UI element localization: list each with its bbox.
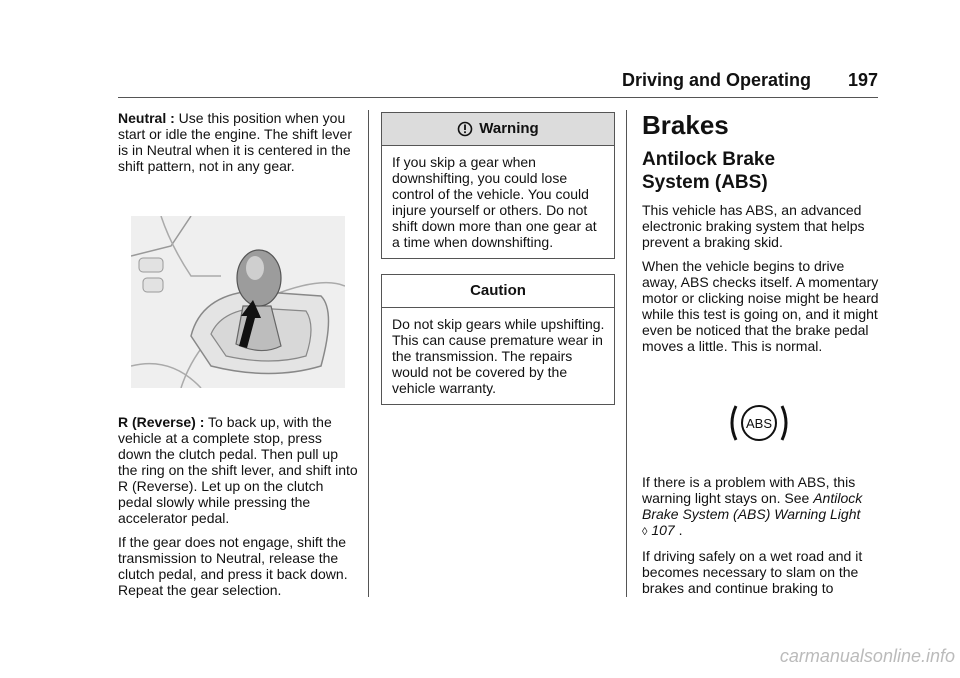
- caution-body: Do not skip gears while upshifting. This can cause premature wear in the transmission. The repairs would not be covered by the vehicle warranty.: [392, 316, 605, 396]
- reverse-section: [118, 414, 358, 606]
- abs-icon: [726, 398, 792, 448]
- watermark: carmanualsonline.info: [779, 646, 955, 666]
- abs-problem-end: .: [674, 522, 683, 538]
- abs-warning-symbol: [726, 398, 792, 448]
- shift-lever-drawing: [131, 216, 345, 388]
- warning-title: Warning: [479, 120, 539, 137]
- warning-body: If you skip a gear when downshifting, you could lose control of the vehicle. You could injure yourself or others. Do not shift down more than one gear at a time when downshifting.: [392, 154, 597, 250]
- abs-problem-section: [642, 474, 882, 604]
- brakes-heading: Brakes: [642, 110, 729, 140]
- caution-title: Caution: [470, 282, 526, 299]
- abs-intro-text: This vehicle has ABS, an advanced electronic braking system that helps prevent a braking skid.: [642, 202, 865, 250]
- page-ref-icon: ◊: [642, 526, 648, 538]
- page-number: 197: [847, 70, 878, 90]
- abs-icon-text: ABS: [745, 416, 773, 431]
- caution-box: [381, 274, 615, 405]
- shift-lever-illustration: [131, 216, 345, 388]
- abs-warning-light-link[interactable]: Antilock Brake System (ABS) Warning Light: [642, 490, 863, 522]
- wet-road-text: If driving safely on a wet road and it becomes necessary to slam on the brakes and continue braking to: [642, 548, 863, 596]
- header-rule: [118, 97, 878, 98]
- reverse-text: To back up, with the vehicle at a complete stop, press down the clutch pedal. Then pull up the ring on the shift lever, and shift into R (Reverse). Let up on the clutch pedal slowly while pressing the accelerator pedal.: [118, 414, 358, 526]
- reverse-label: R (Reverse) :: [118, 414, 205, 430]
- neutral-paragraph: [118, 110, 358, 182]
- abs-subheading: Antilock Brake System (ABS): [642, 149, 776, 193]
- brakes-section: [642, 110, 882, 362]
- column-divider-1: [368, 110, 369, 597]
- abs-check-text: When the vehicle begins to drive away, ABS checks itself. A momentary motor or clicking noise might be heard while this test is going on, and it might even be noticed that the brake pedal moves a little. This is normal.: [642, 258, 879, 354]
- page-header: [622, 70, 878, 91]
- section-title: Driving and Operating: [622, 70, 812, 90]
- abs-page-ref[interactable]: 107: [651, 522, 675, 538]
- warning-box: [381, 112, 615, 259]
- abs-problem-text: [642, 474, 882, 540]
- warning-icon: [457, 121, 473, 137]
- warning-title-bar: [382, 113, 614, 146]
- gear-engage-text: If the gear does not engage, shift the transmission to Neutral, release the clutch pedal, and press it back down. Repeat the gear selection.: [118, 534, 348, 598]
- caution-title-bar: [382, 275, 614, 308]
- neutral-label: Neutral :: [118, 110, 175, 126]
- column-divider-2: [626, 110, 627, 597]
- abs-problem-lead: If there is a problem with ABS, this warning light stays on. See: [642, 474, 856, 506]
- neutral-text: Use this position when you start or idle the engine. The shift lever is in Neutral when it is centered in the shift pattern, not in any gear.: [118, 110, 352, 174]
